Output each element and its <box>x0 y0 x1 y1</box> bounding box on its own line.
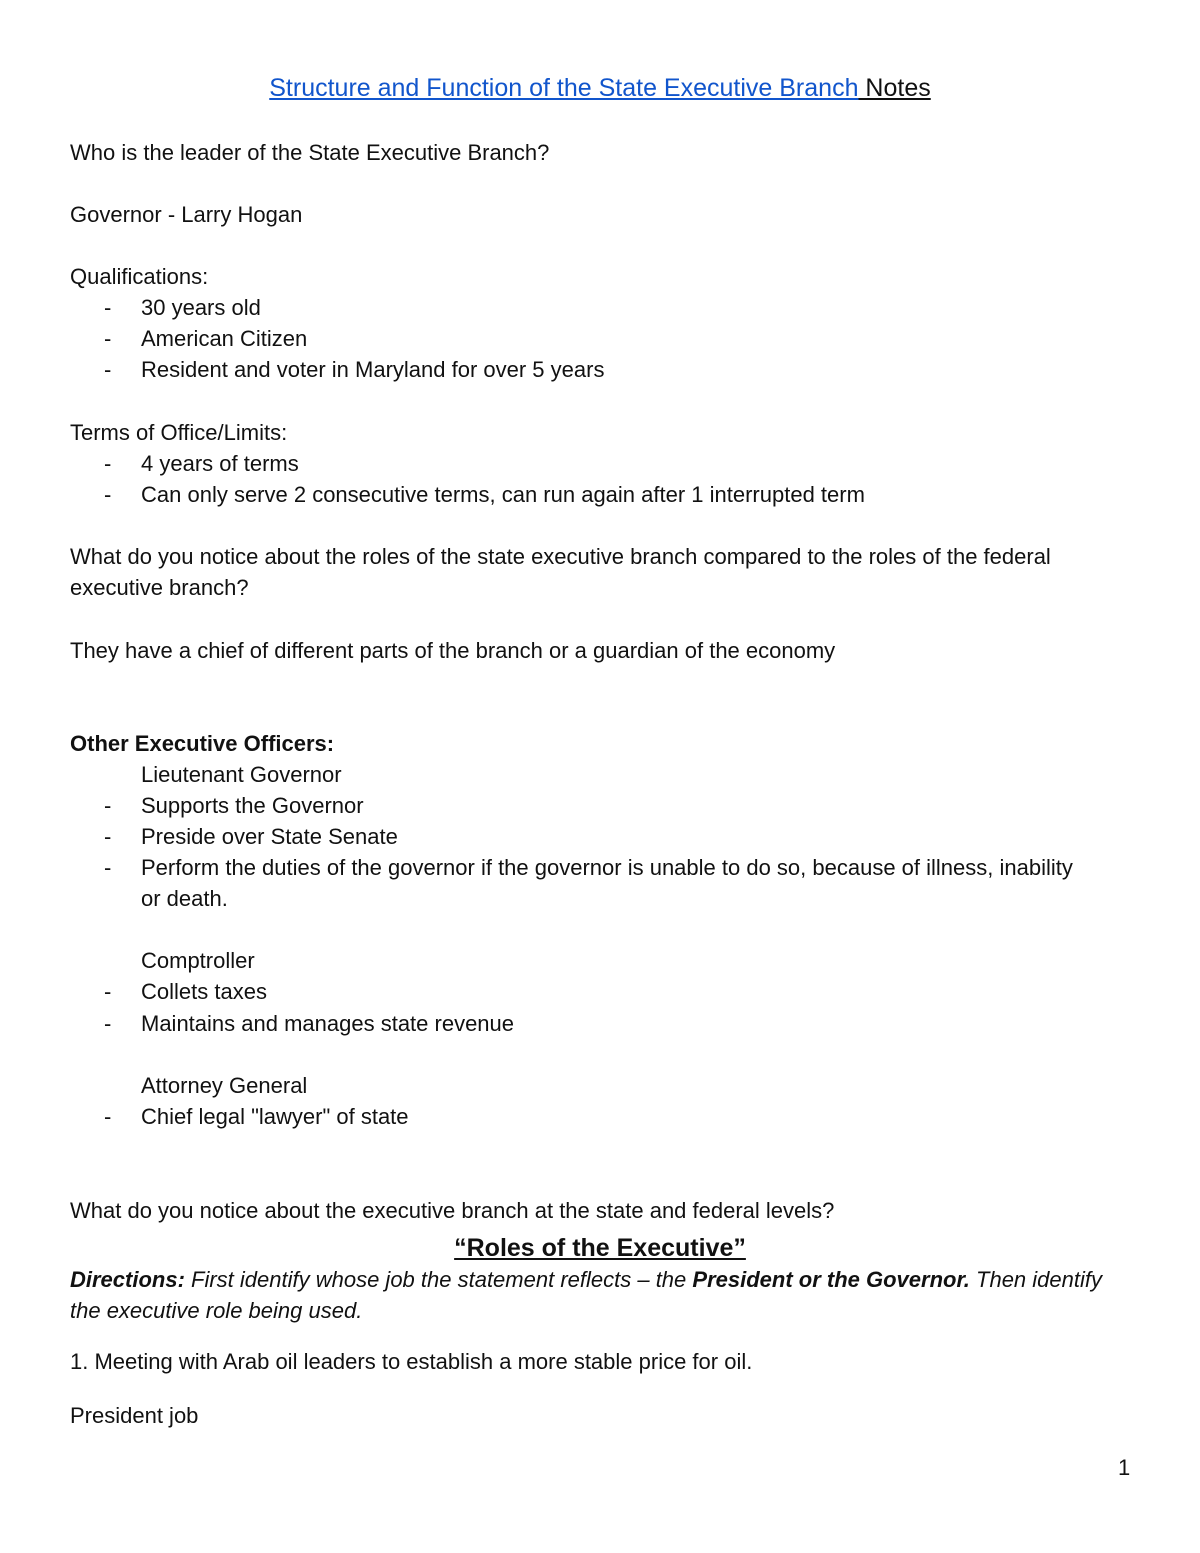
qualification-item: 30 years old <box>141 295 261 320</box>
bullet-dash: - <box>104 326 112 351</box>
roles-heading: “Roles of the Executive” <box>454 1234 746 1262</box>
officer-title-attorney-general: Attorney General <box>141 1073 308 1098</box>
page-title <box>0 71 1200 105</box>
qualification-item: American Citizen <box>141 326 308 351</box>
directions-text: Then identify the executive role being used. <box>70 1267 1102 1323</box>
directions-text: First identify whose job the statement reflects – the <box>184 1267 693 1292</box>
officer-title-comptroller: Comptroller <box>141 948 255 973</box>
bullet-dash: - <box>104 855 112 880</box>
bullet-dash: - <box>104 824 112 849</box>
bullet-dash: - <box>104 1104 112 1129</box>
officer-duty-item: Perform the duties of the governor if the governor is unable to do so, because of illness, inability or death. <box>141 855 1073 911</box>
terms-heading: Terms of Office/Limits: <box>70 420 288 445</box>
answer-leader: Governor - Larry Hogan <box>70 202 303 227</box>
terms-item: 4 years of terms <box>141 451 299 476</box>
bullet-dash: - <box>104 1011 112 1036</box>
officer-duty-item: Collets taxes <box>141 979 267 1004</box>
officers-heading: Other Executive Officers: <box>70 731 335 756</box>
officer-duty-item: Preside over State Senate <box>141 824 398 849</box>
qualifications-heading: Qualifications: <box>70 264 209 289</box>
answer-roles-compare: They have a chief of different parts of the branch or a guardian of the economy <box>70 638 836 663</box>
question-state-federal: What do you notice about the executive branch at the state and federal levels? <box>70 1198 835 1223</box>
bullet-dash: - <box>104 979 112 1004</box>
title-suffix: Notes <box>858 74 931 102</box>
exercise-item-1: 1. Meeting with Arab oil leaders to establish a more stable price for oil. <box>70 1349 753 1374</box>
bullet-dash: - <box>104 357 112 382</box>
qualification-item: Resident and voter in Maryland for over 5 years <box>141 357 605 382</box>
bullet-dash: - <box>104 793 112 818</box>
directions-label: Directions: <box>70 1267 185 1292</box>
directions-emphasis: President or the Governor. <box>692 1267 970 1292</box>
title-link[interactable]: Structure and Function of the State Executive Branch <box>269 74 859 102</box>
bullet-dash: - <box>104 482 112 507</box>
bullet-dash: - <box>104 451 112 476</box>
exercise-item-1-answer: President job <box>70 1403 199 1428</box>
question-leader: Who is the leader of the State Executive Branch? <box>70 140 550 165</box>
terms-item: Can only serve 2 consecutive terms, can run again after 1 interrupted term <box>141 482 865 507</box>
question-roles-compare: What do you notice about the roles of the state executive branch compared to the roles of the federal executive branch? <box>70 544 1051 600</box>
officer-title-lt-governor: Lieutenant Governor <box>141 762 342 787</box>
page-number: 1 <box>1118 1455 1131 1480</box>
officer-duty-item: Supports the Governor <box>141 793 364 818</box>
directions-paragraph <box>70 1264 1130 1326</box>
officer-duty-item: Maintains and manages state revenue <box>141 1011 515 1036</box>
officer-duty-item: Chief legal "lawyer" of state <box>141 1104 409 1129</box>
bullet-dash: - <box>104 295 112 320</box>
